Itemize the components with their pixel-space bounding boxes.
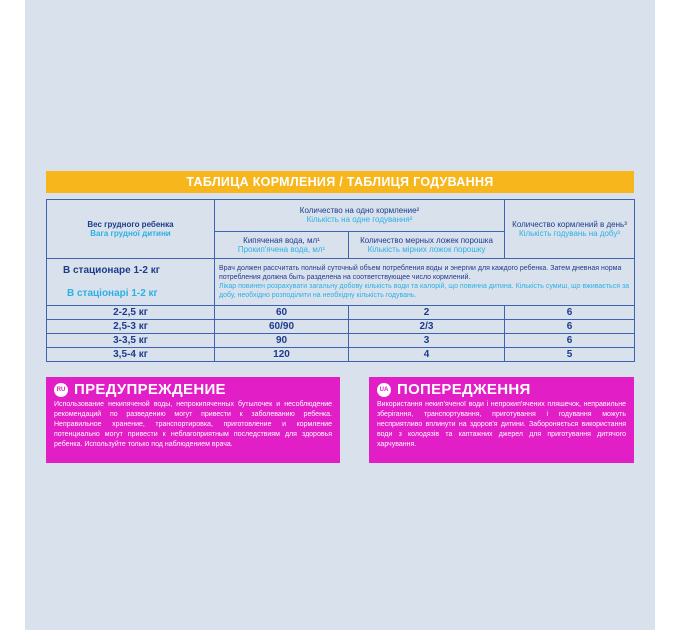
- scoops-header: [349, 231, 505, 258]
- warning-header-ua: [377, 381, 626, 398]
- row-feeds: 6: [505, 320, 635, 334]
- row-feeds: 5: [505, 348, 635, 362]
- warning-box-ru: [46, 377, 340, 463]
- hospital-weight: [47, 259, 215, 306]
- language-badge-icon: RU: [54, 383, 68, 397]
- water-header-ua: Прокип'ячена вода, мл¹: [237, 244, 326, 254]
- row-scoops: 2/3: [349, 320, 505, 334]
- feeds-per-day-header: [505, 200, 635, 259]
- row-scoops: 2: [349, 306, 505, 320]
- row-scoops: 3: [349, 334, 505, 348]
- row-water: 60/90: [215, 320, 349, 334]
- warning-text-ru: Использование некипяченой воды, непрокипяченных бутылочек и несоблюдение рекомендаций по разведению могут привести к заболеванию ребенка. Неправильное хранение, транспортировка, приготовление и кормление потенциально могут привести к неблагоприятным последствиям для здоровья ребенка. Используйте только под наблюдением врача.: [54, 401, 332, 448]
- feeding-table-title: ТАБЛИЦА КОРМЛЕНИЯ / ТАБЛИЦЯ ГОДУВАННЯ: [46, 171, 634, 193]
- per-feed-header-ua: Кількість на одне годування²: [306, 215, 413, 225]
- hospital-note: [215, 259, 635, 306]
- warning-title-ua: ПОПЕРЕДЖЕННЯ: [397, 381, 531, 398]
- warning-header-ru: [54, 381, 332, 398]
- weight-header: [47, 200, 215, 259]
- row-weight: 3-3,5 кг: [47, 334, 215, 348]
- warning-box-ua: [369, 377, 634, 463]
- water-header: [215, 231, 349, 258]
- row-weight: 2,5-3 кг: [47, 320, 215, 334]
- row-scoops: 4: [349, 348, 505, 362]
- row-water: 90: [215, 334, 349, 348]
- hospital-note-ru: Врач должен рассчитать полный суточный объем потребления воды и энергии для каждого ребенка. Затем дневная норма потребления должна быть разделена на соответствующее число кормлений.: [219, 265, 622, 281]
- hospital-row: [47, 259, 635, 306]
- language-badge-icon: UA: [377, 383, 391, 397]
- warning-text-ua: Використання некип'яченої води і непрокип'ячених пляшечок, неправильне зберігання, транспортування, приготування і годування можуть несприятливо вплинути на здоров'я дитини. Забороняється використання води з колодязів та каптажних джерел для приготування дитячого харчування.: [377, 401, 626, 448]
- feeds-per-day-header-ru: Количество кормлений в день³: [512, 220, 627, 229]
- row-weight: 2-2,5 кг: [47, 306, 215, 320]
- row-weight: 3,5-4 кг: [47, 348, 215, 362]
- hospital-weight-ru: В стационаре 1-2 кг: [63, 265, 160, 276]
- hospital-note-ua: Лікар повинен розрахувати загальну добову кількість води та калорій, що повинна дитина. Кількість сумиш, що вживається за добу, необхідно розподілити на необхідну кількість годувань.: [219, 283, 630, 299]
- table-row: [47, 334, 635, 348]
- table-row: [47, 306, 635, 320]
- table-row: [47, 320, 635, 334]
- weight-header-ua: Вага грудної дитини: [90, 229, 171, 238]
- table-header-row: [47, 200, 635, 232]
- warning-title-ru: ПРЕДУПРЕЖДЕНИЕ: [74, 381, 226, 398]
- feeds-per-day-header-ua: Кількість годувань на добу³: [519, 229, 620, 238]
- row-feeds: 6: [505, 334, 635, 348]
- row-water: 60: [215, 306, 349, 320]
- scoops-header-ru: Количество мерных ложек порошка: [360, 235, 493, 245]
- row-water: 120: [215, 348, 349, 362]
- per-feed-header-ru: Количество на одно кормление²: [299, 206, 420, 216]
- scoops-header-ua: Кількість мірних ложок порошку: [367, 244, 486, 254]
- feeding-table: [46, 199, 635, 362]
- hospital-weight-ua: В стаціонарі 1-2 кг: [67, 288, 158, 299]
- per-feed-header: [215, 200, 505, 232]
- row-feeds: 6: [505, 306, 635, 320]
- weight-header-ru: Вес грудного ребенка: [87, 220, 174, 229]
- table-row: [47, 348, 635, 362]
- water-header-ru: Кипяченая вода, мл¹: [243, 235, 320, 245]
